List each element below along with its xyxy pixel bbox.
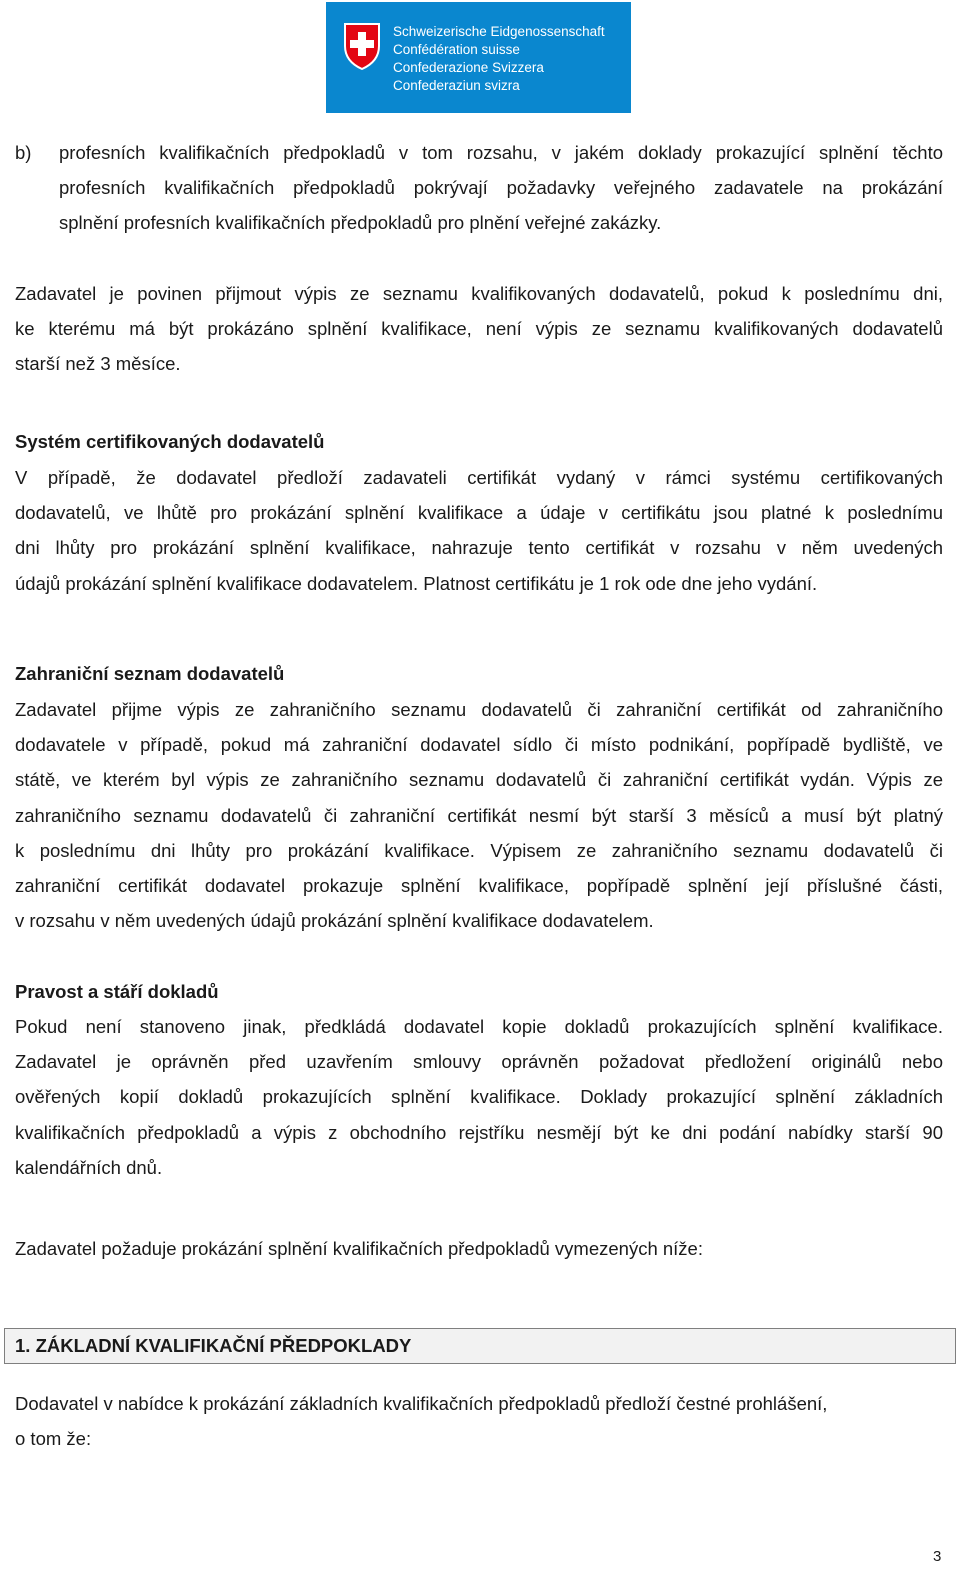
text-line: starší než 3 měsíce.	[15, 353, 181, 375]
paragraph-declaration	[15, 1386, 943, 1456]
logo-line-it: Confederazione Svizzera	[393, 60, 544, 75]
text-line: Zadavatel požaduje prokázání splnění kvalifikačních předpokladů vymezených níže:	[15, 1238, 703, 1259]
paragraph-qualified-list	[15, 276, 943, 382]
text-line: Zadavatel je oprávněn před uzavřením smlouvy oprávněn požadovat předložení originálů nebo	[15, 1051, 943, 1073]
text-line: Zadavatel přijme výpis ze zahraničního seznamu dodavatelů či zahraniční certifikát od zahraničního	[15, 699, 943, 720]
list-marker-b: b)	[15, 142, 32, 163]
section-title: 1. ZÁKLADNÍ KVALIFIKAČNÍ PŘEDPOKLADY	[15, 1335, 412, 1356]
heading-certified-suppliers: Systém certifikovaných dodavatelů	[15, 431, 325, 452]
logo-line-fr: Confédération suisse	[393, 42, 520, 57]
text-line: Zadavatel je povinen přijmout výpis ze seznamu kvalifikovaných dodavatelů, pokud k poslednímu dni,	[15, 283, 943, 304]
text-line: kalendářních dnů.	[15, 1156, 163, 1178]
paragraph-requirement	[15, 1231, 943, 1266]
logo-line-de: Schweizerische Eidgenossenschaft	[393, 24, 605, 39]
text-line: zahraničního seznamu dodavatelů či zahraniční certifikát nesmí být starší 3 měsíců a musí být platný	[15, 804, 943, 826]
text-line: Pokud není stanoveno jinak, předkládá dodavatel kopie dokladů prokazujících splnění kvalifikace.	[15, 1016, 943, 1037]
heading-foreign-list: Zahraniční seznam dodavatelů	[15, 663, 285, 684]
text-line: údajů prokázání splnění kvalifikace dodavatelem. Platnost certifikátu je 1 rok ode dne jeho vydání.	[15, 572, 818, 594]
text-line: dodavatelů, ve lhůtě pro prokázání splnění kvalifikace a údaje v certifikátu jsou platné k poslednímu	[15, 502, 943, 524]
text-line: zahraniční certifikát dodavatel prokazuje splnění kvalifikace, popřípadě splnění její příslušné části,	[15, 874, 943, 896]
text-line: splnění profesních kvalifikačních předpokladů pro plnění veřejné zakázky.	[59, 212, 662, 234]
text-line: profesních kvalifikačních předpokladů v tom rozsahu, v jakém doklady prokazující splnění těchto	[59, 142, 943, 163]
text-line: ke kterému má být prokázáno splnění kvalifikace, není výpis ze seznamu kvalifikovaných dodavatelů	[15, 318, 943, 340]
page-number: 3	[933, 1548, 942, 1565]
text-line: V případě, že dodavatel předloží zadavateli certifikát vydaný v rámci systému certifikovaných	[15, 467, 943, 488]
swiss-confederation-logo	[326, 2, 631, 113]
text-line: dodavatele v případě, pokud má zahraniční dodavatel sídlo či místo podnikání, popřípadě bydliště, ve	[15, 734, 943, 756]
text-line: o tom že:	[15, 1428, 92, 1450]
paragraph-certified-suppliers	[15, 460, 943, 601]
text-line: dni lhůty pro prokázání splnění kvalifikace, nahrazuje tento certifikát v rozsahu v něm uvedených	[15, 537, 943, 559]
section-heading-box	[4, 1328, 956, 1364]
text-line: ověřených kopií dokladů prokazujících splnění kvalifikace. Doklady prokazující splnění základních	[15, 1086, 943, 1108]
logo-text	[393, 23, 605, 95]
item-b-text	[59, 135, 943, 241]
paragraph-foreign-list	[15, 692, 943, 938]
text-line: k poslednímu dni lhůty pro prokázání kvalifikace. Výpisem ze zahraničního seznamu dodavatelů či	[15, 839, 943, 861]
text-line: kvalifikačních předpokladů a výpis z obchodního rejstříku nesmějí být ke dni podání nabídky starší 90	[15, 1121, 943, 1143]
swiss-cross-shield-icon	[342, 22, 382, 70]
logo-line-rm: Confederaziun svizra	[393, 78, 520, 93]
text-line: profesních kvalifikačních předpokladů pokrývají požadavky veřejného zadavatele na prokázání	[59, 177, 943, 199]
text-line: v rozsahu v něm uvedených údajů prokázání splnění kvalifikace dodavatelem.	[15, 910, 654, 932]
paragraph-authenticity	[15, 1009, 943, 1185]
text-line: Dodavatel v nabídce k prokázání základních kvalifikačních předpokladů předloží čestné prohlášení,	[15, 1393, 828, 1414]
heading-authenticity: Pravost a stáří dokladů	[15, 981, 219, 1002]
text-line: státě, ve kterém byl výpis ze zahraničního seznamu dodavatelů či zahraniční certifikát vydán. Výpis ze	[15, 769, 943, 791]
